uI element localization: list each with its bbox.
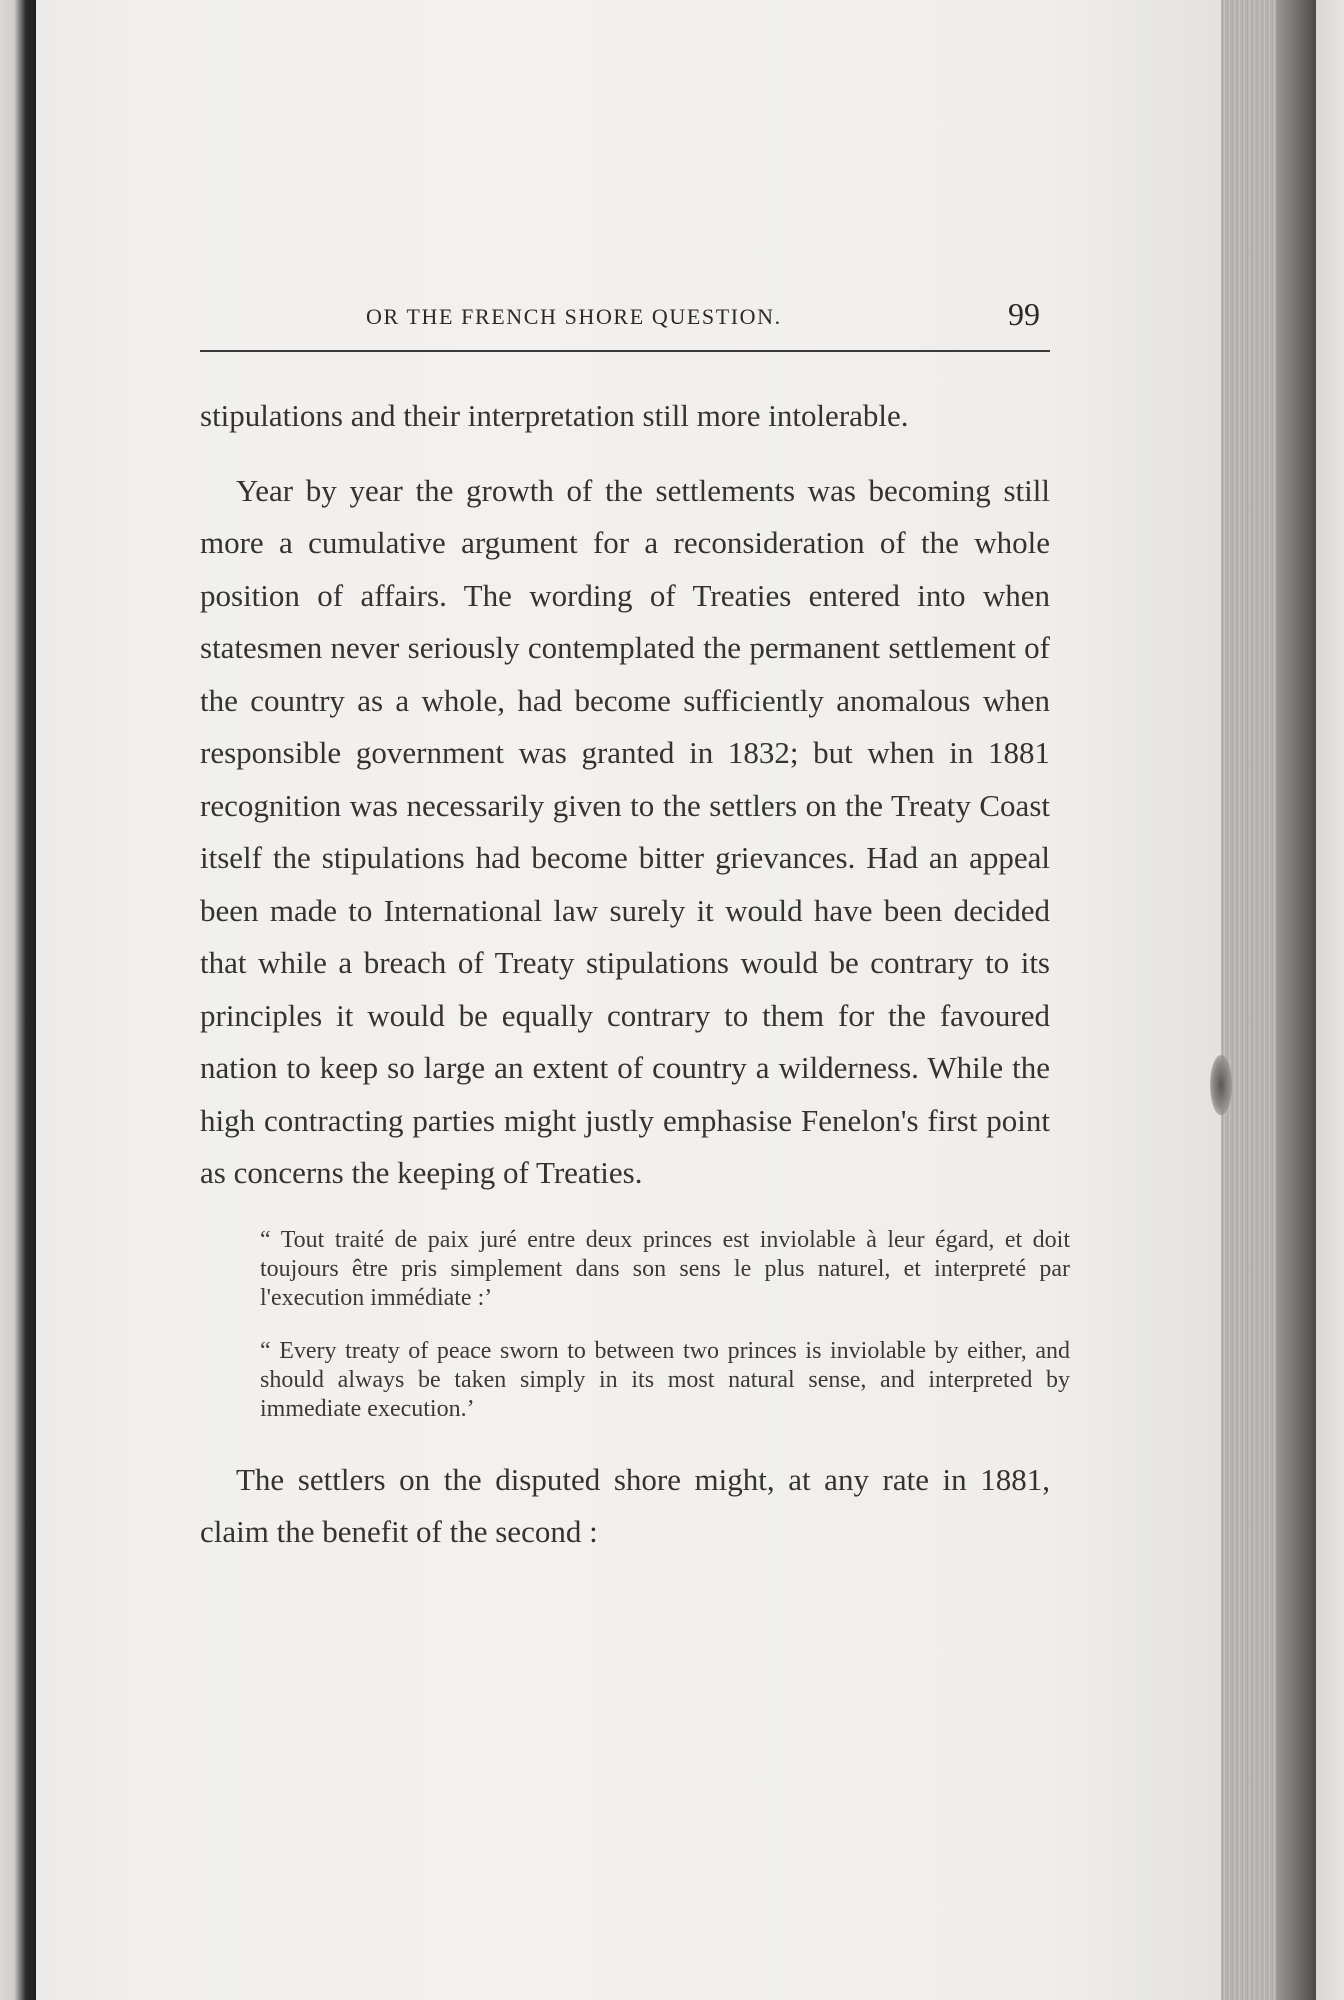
ink-smudge <box>1210 1055 1232 1115</box>
running-head <box>200 296 1050 336</box>
page-number: 99 <box>1008 296 1040 332</box>
fore-edge-shadow <box>1276 0 1316 2000</box>
body-text <box>200 390 1070 1559</box>
header-rule <box>200 350 1050 352</box>
paragraph-main: Year by year the growth of the settlements was becoming still more a cumulative argument for a reconsideration of the whole position of affairs. The wording of Treaties entered into when statesmen never seriously contemplated the permanent settlement of the country as a whole, had become sufficiently anomalous when responsible government was granted in 1832; but when in 1881 recognition was necessarily given to the settlers on the Treaty Coast itself the stipulations had become bitter grievances. Had an appeal been made to International law surely it would have been decided that while a breach of Treaty stipulations would be contrary to its principles it would be equally contrary to them for the favoured nation to keep so large an extent of country a wilderness. While the high contracting parties might justly emphasise Fenelon's first point as concerns the keeping of Treaties. <box>200 472 1050 1190</box>
quote-french: “ Tout traité de paix juré entre deux princes est inviolable à leur égard, et doit toujours être pris simplement dans son sens le plus naturel, et interpreté par l'execution immédiate :’ <box>260 1226 1070 1311</box>
paragraph-closing: The settlers on the disputed shore might, at any rate in 1881, claim the benefit of the second : <box>200 1461 1050 1549</box>
running-title: OR THE FRENCH SHORE QUESTION. <box>366 304 782 329</box>
quote-english: “ Every treaty of peace sworn to between two princes is inviolable by either, and should always be taken simply in its most natural sense, and interpreted by immediate execution.’ <box>260 1337 1070 1422</box>
paragraph-continuation: stipulations and their interpretation still more intolerable. <box>200 398 909 433</box>
outer-margin <box>1316 0 1344 2000</box>
right-page-stack <box>1221 0 1344 2000</box>
left-page-edge <box>0 0 36 2000</box>
